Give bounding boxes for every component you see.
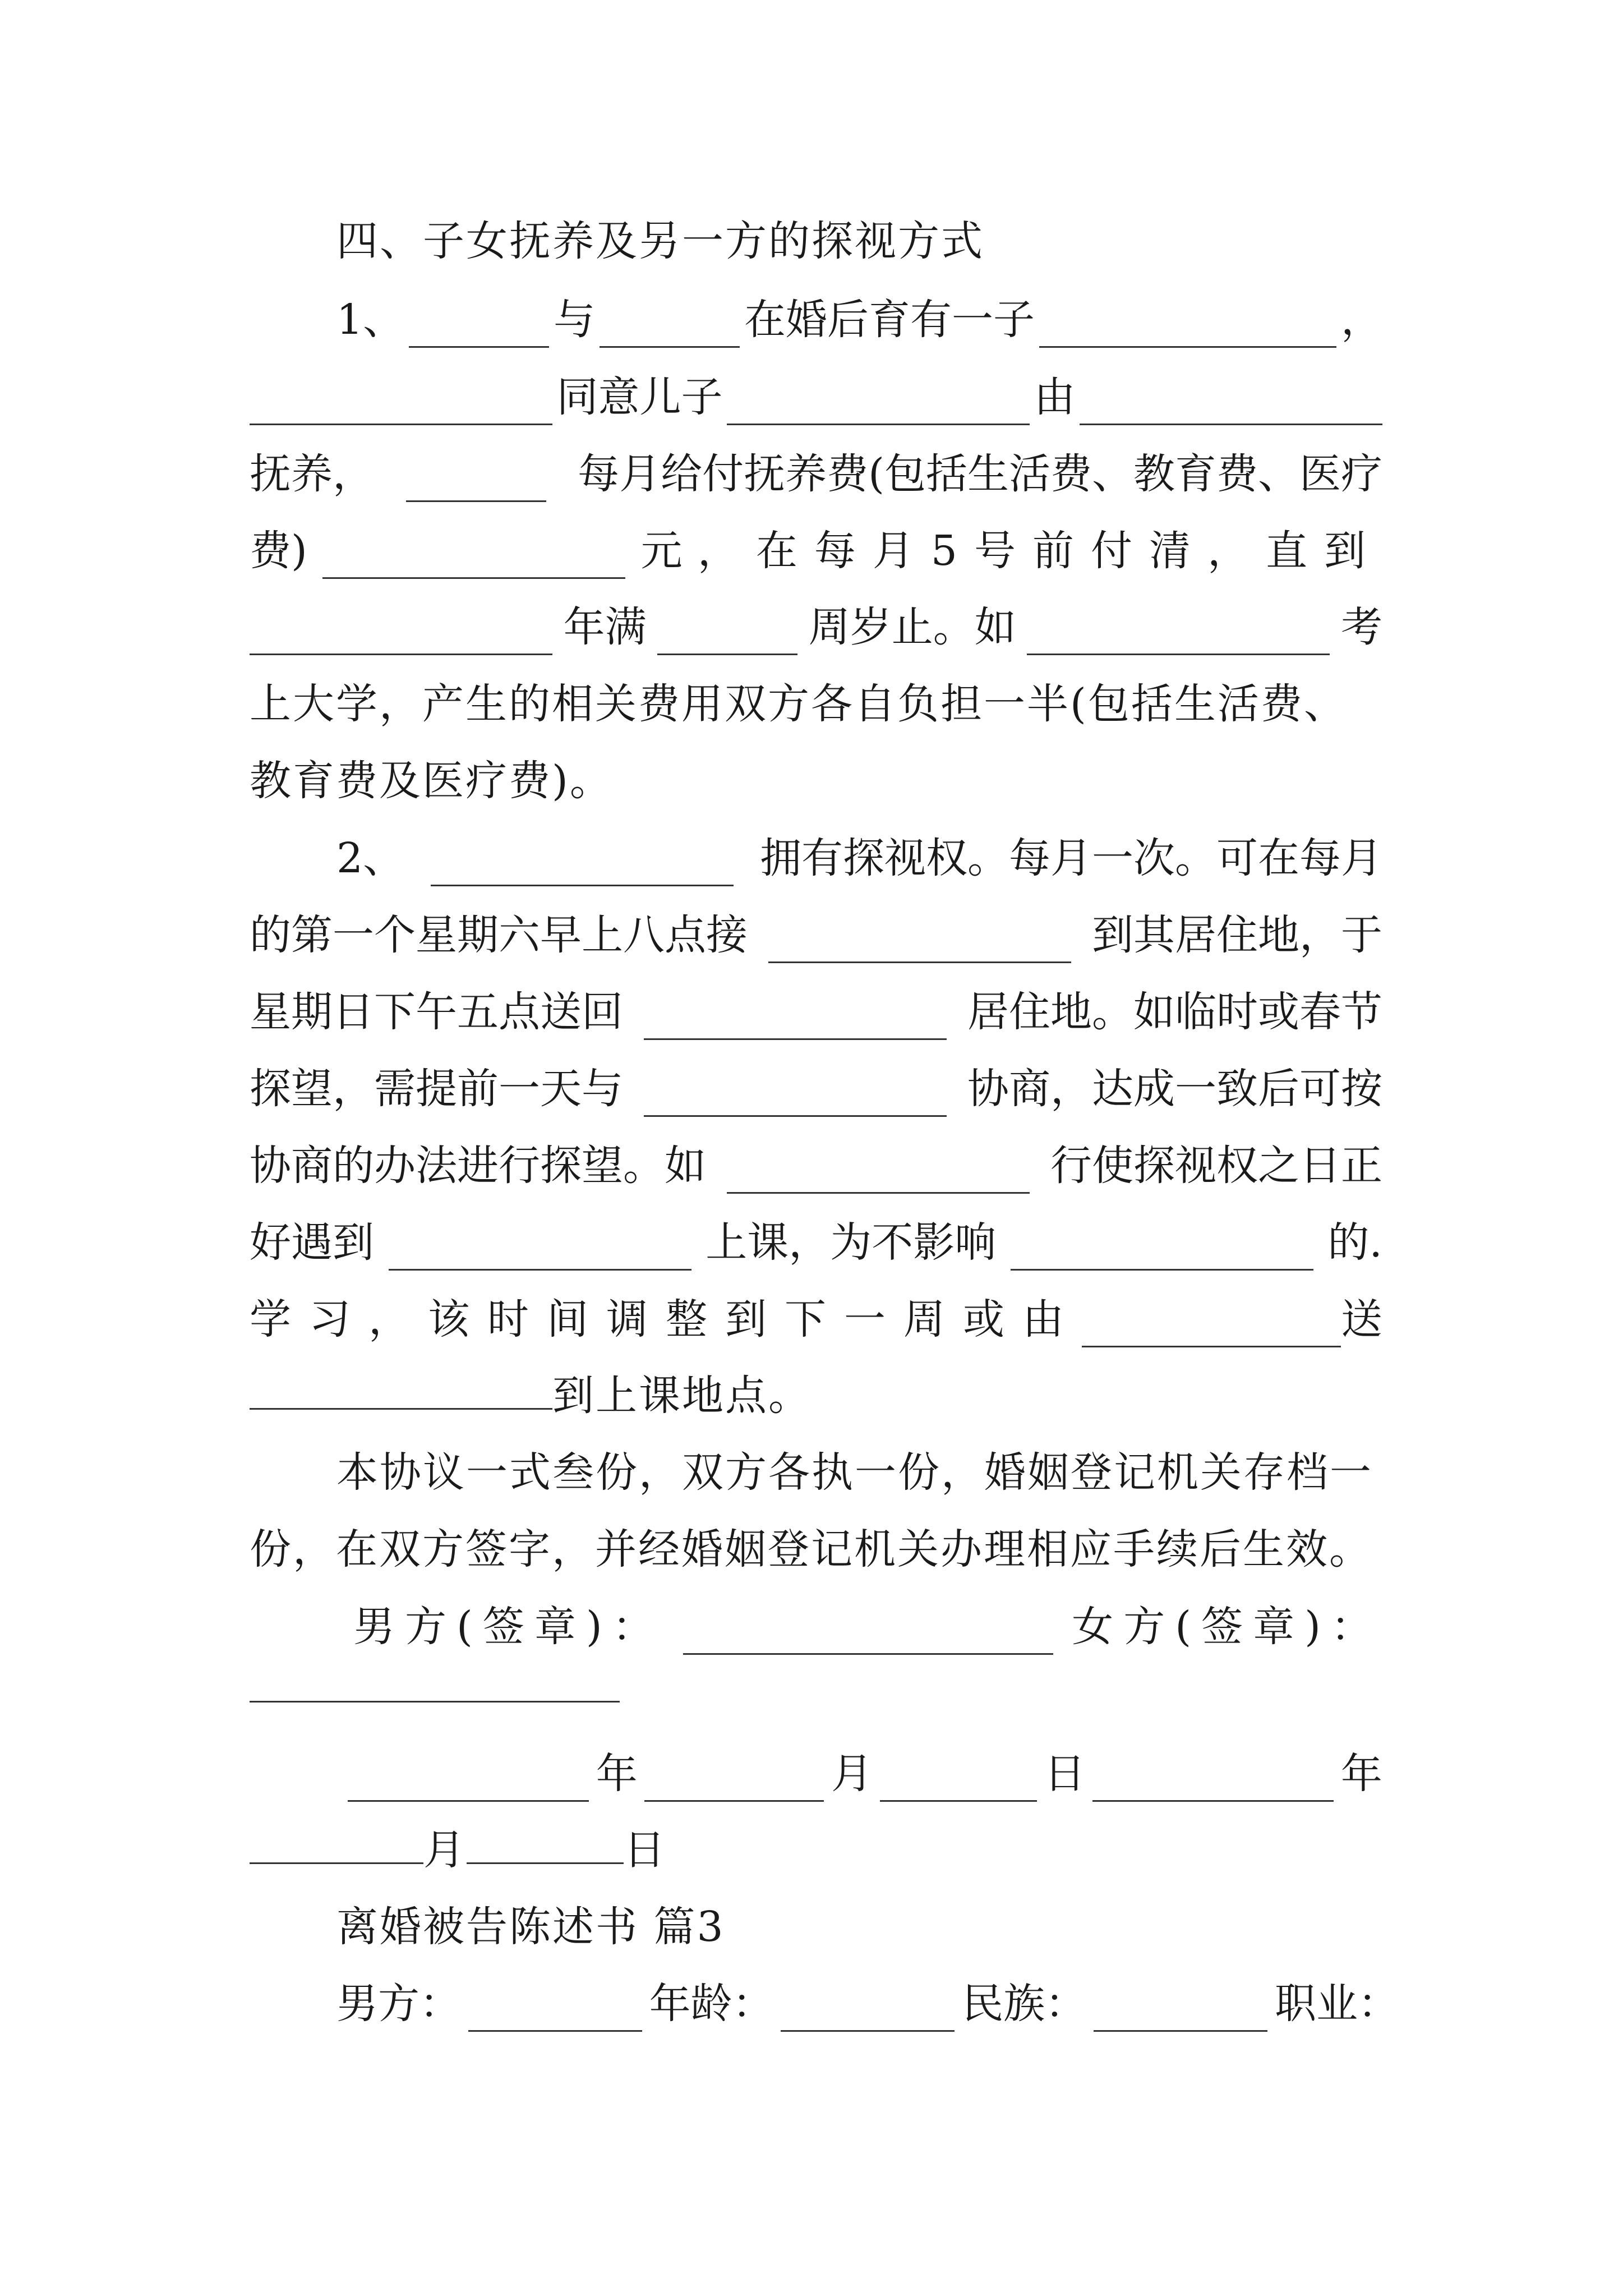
male-signature-label: 男方(签章)： — [353, 1603, 664, 1651]
date-line1: 年 月 日 年 — [348, 1746, 1382, 1802]
next-section-title: 离婚被告陈述书 篇3 — [336, 1903, 725, 1951]
blank-field[interactable] — [250, 1369, 552, 1410]
blank-field[interactable] — [467, 1823, 624, 1864]
blank-field[interactable] — [727, 1153, 1030, 1194]
blank-field[interactable] — [1039, 307, 1336, 348]
agreement-line2: 份，在双方签字，并经婚姻登记机关办理相应手续后生效。 — [250, 1525, 1372, 1573]
blank-field[interactable] — [468, 1991, 642, 2032]
blank-field[interactable] — [644, 1761, 824, 1802]
blank-field[interactable] — [1027, 614, 1330, 655]
signature-line — [353, 1599, 1382, 1655]
agreement-line1: 本协议一式叁份，双方各执一份，婚姻登记机关存档一 — [336, 1448, 1373, 1497]
blank-field[interactable] — [348, 1761, 589, 1802]
item2-line8: 到上课地点。 — [250, 1368, 811, 1424]
item2-line6: 好遇到 上课，为不影响 的. — [250, 1214, 1382, 1271]
item1-line2: 同意儿子 由 — [250, 369, 1382, 425]
item1-line1: 1、 与 在婚后育有一子 ， — [336, 292, 1382, 348]
item2-line4: 探望，需提前一天与 协商，达成一致后可按 — [250, 1061, 1382, 1117]
item1-line5: 年满 周岁止。如 考 — [250, 599, 1382, 655]
item2-line7: 学习，该时间调整到下一周或由 送 — [250, 1291, 1382, 1347]
blank-field[interactable] — [880, 1761, 1037, 1802]
blank-field[interactable] — [1094, 1991, 1267, 2032]
item2-line2: 的第一个星期六早上八点接 到其居住地，于 — [250, 907, 1382, 963]
blank-field[interactable] — [409, 307, 549, 348]
female-signature-field[interactable] — [250, 1662, 620, 1703]
blank-field[interactable] — [250, 614, 552, 655]
blank-field[interactable] — [1011, 1230, 1313, 1271]
blank-field[interactable] — [1080, 384, 1382, 425]
item2-line3: 星期日下午五点送回 居住地。如临时或春节 — [250, 984, 1382, 1040]
blank-field[interactable] — [1092, 1761, 1334, 1802]
blank-field[interactable] — [644, 1076, 947, 1117]
female-signature-line — [250, 1660, 620, 1717]
blank-field[interactable] — [781, 1991, 955, 2032]
item2-line5: 协商的办法进行探望。如 行使探视权之日正 — [250, 1138, 1382, 1194]
blank-field[interactable] — [250, 384, 552, 425]
blank-field[interactable] — [389, 1230, 691, 1271]
female-signature-label: 女方(签章)： — [1072, 1603, 1382, 1651]
item1-line3: 抚养， 每月给付抚养费(包括生活费、教育费、医疗 — [250, 446, 1382, 502]
blank-field[interactable] — [768, 922, 1071, 963]
blank-field[interactable] — [1082, 1306, 1341, 1347]
item1-line7: 教育费及医疗费)。 — [250, 757, 613, 805]
blank-field[interactable] — [600, 307, 740, 348]
item2-line1: 2、 拥有探视权。每月一次。可在每月 — [336, 830, 1382, 886]
date-line2: 月 日 — [250, 1822, 667, 1878]
blank-field[interactable] — [250, 1823, 423, 1864]
blank-field[interactable] — [644, 999, 947, 1040]
male-signature-field[interactable] — [683, 1614, 1053, 1655]
item1-line4: 费) 元 ，在每月5号前付清，直到 — [250, 523, 1382, 579]
item1-line6: 上大学，产生的相关费用双方各自负担一半(包括生活费、 — [250, 680, 1347, 728]
blank-field[interactable] — [657, 614, 797, 655]
blank-field[interactable] — [406, 461, 546, 502]
next-fields-line: 男方： 年龄： 民族： 职业： — [336, 1976, 1399, 2032]
section-title: 四、子女抚养及另一方的探视方式 — [336, 217, 984, 265]
blank-field[interactable] — [727, 384, 1030, 425]
blank-field[interactable] — [431, 845, 734, 886]
blank-field[interactable] — [322, 538, 625, 579]
